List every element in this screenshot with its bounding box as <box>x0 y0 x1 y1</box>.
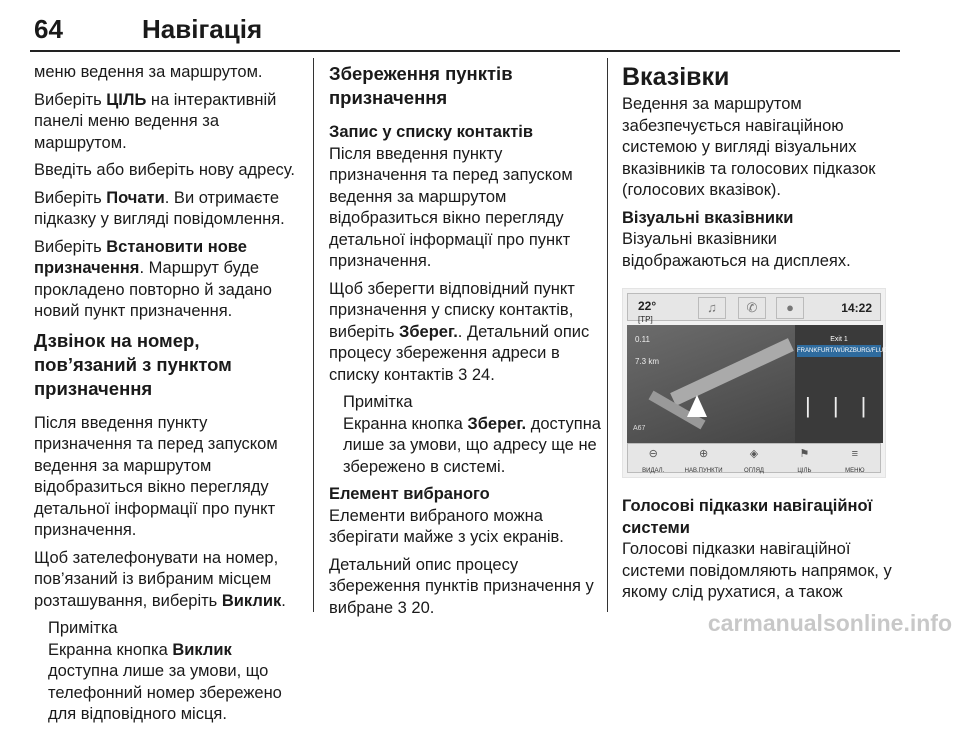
navigation-screen-figure <box>622 288 909 478</box>
column-3 <box>622 62 909 610</box>
speaker-icon: ⊖ <box>648 448 658 460</box>
paragraph: меню ведення за маршрутом. <box>34 63 263 81</box>
pin-icon: ⊕ <box>699 448 709 460</box>
paragraph: Ведення за маршрутом забезпечується навігаційною системою у вигляді візуальних вказівників та голосових підказок (голосових вказівок). <box>622 95 876 199</box>
column-divider <box>313 58 314 612</box>
note-title: Примітка <box>343 393 413 411</box>
paragraph: Після введення пункту призначення та перед запуском ведення за маршрутом відобразиться вікно перегляду детальної інформації про пункт призначення. <box>329 144 573 270</box>
paragraph: Виберіть ЦІЛЬ на інтерактивній панелі меню ведення за маршрутом. <box>34 90 277 152</box>
exit-label: Exit 1 <box>830 336 848 343</box>
audio-icon: ♫ <box>698 297 726 319</box>
paragraph: Детальний опис процесу збереження пунктів призначення у вибране 3 20. <box>329 555 594 617</box>
lane-guidance <box>795 325 909 443</box>
button-poi[interactable]: ⊕ НАВ.ПУНКТИ <box>678 444 728 472</box>
section-title: Вказівки <box>622 63 730 91</box>
clock: 14:22 <box>841 301 872 315</box>
lane-arrows-icon: | | | <box>805 393 875 418</box>
direction-sign: FRANKFURT/WÜRZBURG/FLUGHAFEN <box>797 345 881 357</box>
paragraph: Голосові підказки навігаційної системи повідомляють напрямок, у якому слід рухатися, а також <box>622 540 892 601</box>
page-header <box>30 6 900 52</box>
button-delete[interactable]: ⊖ ВИДАЛ. <box>628 444 678 472</box>
flag-icon: ⚑ <box>799 448 810 460</box>
position-arrow-icon <box>687 395 707 417</box>
paragraph: Елементи вибраного можна зберігати майже з усіх екранів. <box>329 506 564 546</box>
menu-icon: ≡ <box>851 448 859 460</box>
paragraph: Виберіть Почати. Ви отримаєте підказку у вигляді повідомлення. <box>34 188 285 228</box>
map-view <box>627 325 795 443</box>
paragraph: Візуальні вказівники відображаються на дисплеях. <box>622 230 851 270</box>
distance-readout: 0.11 7.3 km <box>635 335 660 366</box>
page-reference[interactable]: 3 20. <box>397 598 435 617</box>
note-title: Примітка <box>48 619 118 637</box>
temperature-readout: 22° <box>638 299 657 313</box>
note-block <box>48 618 302 726</box>
subheading: Візуальні вказівники <box>622 208 794 227</box>
button-menu[interactable]: ≡ МЕНЮ <box>830 444 880 472</box>
watermark: carmanualsonline.info <box>707 610 952 636</box>
status-bar <box>627 293 881 324</box>
overview-icon: ◈ <box>749 448 759 460</box>
road-label: A67 <box>633 424 646 432</box>
paragraph: Щоб зберегти відповідний пункт призначення у списку контактів, виберіть Зберег.. Детальний опис процесу збереження адреси в списку контактів 3 24. <box>329 279 590 384</box>
paragraph: Виберіть Встановити нове призначення. Маршрут буде прокладено повторно й задано новий пункт призначення. <box>34 237 272 320</box>
nav-icon: ● <box>776 297 804 319</box>
column-1 <box>34 62 302 732</box>
subheading: Елемент вибраного <box>329 485 490 503</box>
chapter-title: Навігація <box>142 14 263 44</box>
paragraph: Щоб зателефонувати на номер, пов’язаний із вибраним місцем розташування, виберіть Виклик. <box>34 548 286 610</box>
page-number: 64 <box>34 14 63 44</box>
note-block <box>343 392 601 478</box>
section-heading: Дзвінок на номер, пов’язаний з пунктом призначення <box>34 329 232 399</box>
column-divider <box>607 58 608 612</box>
subheading: Запис у списку контактів <box>329 123 534 141</box>
traffic-program-indicator: [TP] <box>638 315 653 324</box>
phone-icon: ✆ <box>738 297 766 319</box>
subheading: Голосові підказки навігаційної системи <box>622 497 873 537</box>
button-overview[interactable]: ◈ ОГЛЯД <box>729 444 779 472</box>
column-2 <box>329 62 601 625</box>
note-text: Екранна кнопка Зберег. доступна лише за умови, що адресу ще не збережено в системі. <box>343 414 601 476</box>
button-destination[interactable]: ⚑ ЦІЛЬ <box>779 444 829 472</box>
page-reference[interactable]: 3 24. <box>458 365 495 384</box>
section-heading: Збереження пунктів призначення <box>329 63 513 108</box>
paragraph: Після введення пункту призначення та перед запуском ведення за маршрутом відобразиться вікно перегляду детальної інформації про пункт призначення. <box>34 413 278 539</box>
paragraph: Введіть або виберіть нову адресу. <box>34 161 295 179</box>
note-text: Екранна кнопка Виклик доступна лише за умови, що телефонний номер збережено для відповідного місця. <box>48 640 282 723</box>
interaction-bar <box>627 443 881 473</box>
